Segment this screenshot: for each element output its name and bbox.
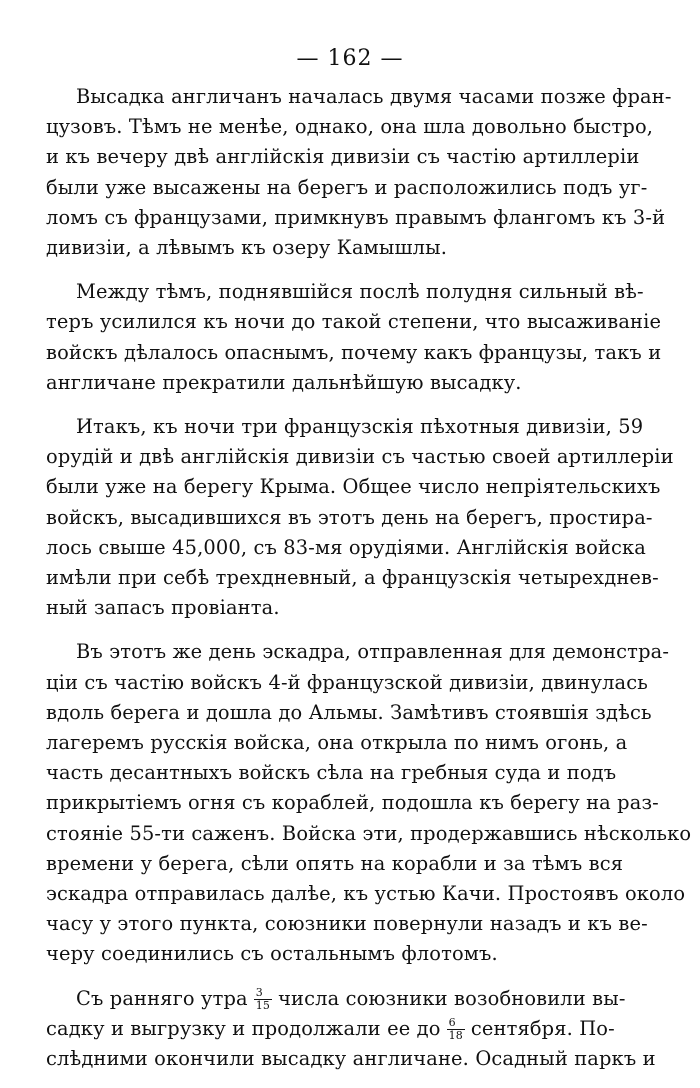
text-line: Высадка англичанъ началась двумя часами позже фран- — [76, 85, 672, 108]
page-number: — 162 — — [296, 46, 404, 71]
text-line: имѣли при себѣ трехдневный, а французскія четырехднев- — [46, 566, 659, 590]
fraction-numerator: 3 — [254, 987, 272, 1000]
text-line: ный запасъ провіанта. — [46, 596, 280, 620]
text-line: времени у берега, сѣли опять на корабли и за тѣмъ вся — [46, 851, 624, 875]
text-line: теръ усилился къ ночи до такой степени, что высаживаніе — [46, 310, 662, 334]
fraction-denominator: 18 — [448, 1029, 463, 1043]
text-line: войскъ, высадившихся въ этотъ день на берегъ, простира- — [46, 505, 653, 529]
text-line: часу у этого пункта, союзники повернули назадъ и къ ве- — [46, 912, 648, 936]
text-line: были уже на берегу Крыма. Общее число непріятельскихъ — [46, 475, 661, 499]
text-line: войскъ дѣлалось опаснымъ, почему какъ французы, такъ и — [46, 340, 662, 364]
text-line-with-fraction — [46, 984, 660, 1014]
paragraph-2 — [46, 277, 660, 398]
text-line: Между тѣмъ, поднявшійся послѣ полудня сильный вѣ- — [76, 280, 644, 304]
text-line: Въ этотъ же день эскадра, отправленная для демонстра- — [76, 640, 670, 664]
text-fragment: садку и выгрузку и продолжали ее до — [46, 1016, 441, 1040]
text-fragment: числа союзники возобновили вы- — [278, 986, 626, 1010]
text-line: лагеремъ русскія войска, она открыла по нимъ огонь, а — [46, 731, 628, 755]
fraction-denominator: 15 — [255, 999, 271, 1013]
text-line: ціи съ частію войскъ 4-й французской дивизіи, двинулась — [46, 670, 648, 694]
text-line: были уже высажены на берегъ и расположились подъ уг- — [46, 175, 648, 199]
page-text — [46, 82, 692, 1088]
text-line: англичане прекратили дальнѣйшую высадку. — [46, 370, 522, 394]
date-fraction — [254, 987, 272, 1012]
text-line: стояніе 55-ти саженъ. Войска эти, продержавшись нѣсколько — [46, 821, 692, 845]
text-line: и къ вечеру двѣ англійскія дивизіи съ частію артиллеріи — [46, 145, 640, 169]
text-line: лось свыше 45,000, съ 83-мя орудіями. Англійскія войска — [46, 535, 646, 559]
text-line: орудій и двѣ англійскія дивизіи съ частью своей артиллеріи — [46, 445, 674, 469]
paragraph-5 — [46, 984, 660, 1075]
text-line: черу соединились съ остальнымъ флотомъ. — [46, 942, 498, 966]
text-line: эскадра отправилась далѣе, къ устью Качи. Простоявъ около — [46, 882, 686, 906]
paragraph-1 — [46, 82, 672, 263]
paragraph-3 — [46, 412, 674, 623]
text-fragment: Съ ранняго утра — [76, 986, 248, 1010]
text-fragment: сентября. По- — [470, 1016, 615, 1040]
text-line: ломъ съ французами, примкнувъ правымъ флангомъ къ 3-й — [46, 205, 666, 229]
fraction-numerator: 6 — [447, 1017, 465, 1030]
text-line: цузовъ. Тѣмъ не менѣе, однако, она шла довольно быстро, — [46, 115, 654, 139]
text-line: прикрытіемъ огня съ кораблей, подошла къ берегу на раз- — [46, 791, 659, 815]
text-line: слѣдними окончили высадку англичане. Осадный паркъ и — [46, 1047, 656, 1071]
text-line-with-fraction — [46, 1014, 660, 1044]
text-line: дивизіи, а лѣвымъ къ озеру Камышлы. — [46, 236, 448, 260]
text-line: Итакъ, къ ночи три французскія пѣхотныя дивизіи, 59 — [76, 415, 644, 439]
paragraph-4 — [46, 637, 692, 969]
text-line: вдоль берега и дошла до Альмы. Замѣтивъ стоявшія здѣсь — [46, 700, 652, 724]
text-line: часть десантныхъ войскъ сѣла на гребныя суда и подъ — [46, 761, 617, 785]
